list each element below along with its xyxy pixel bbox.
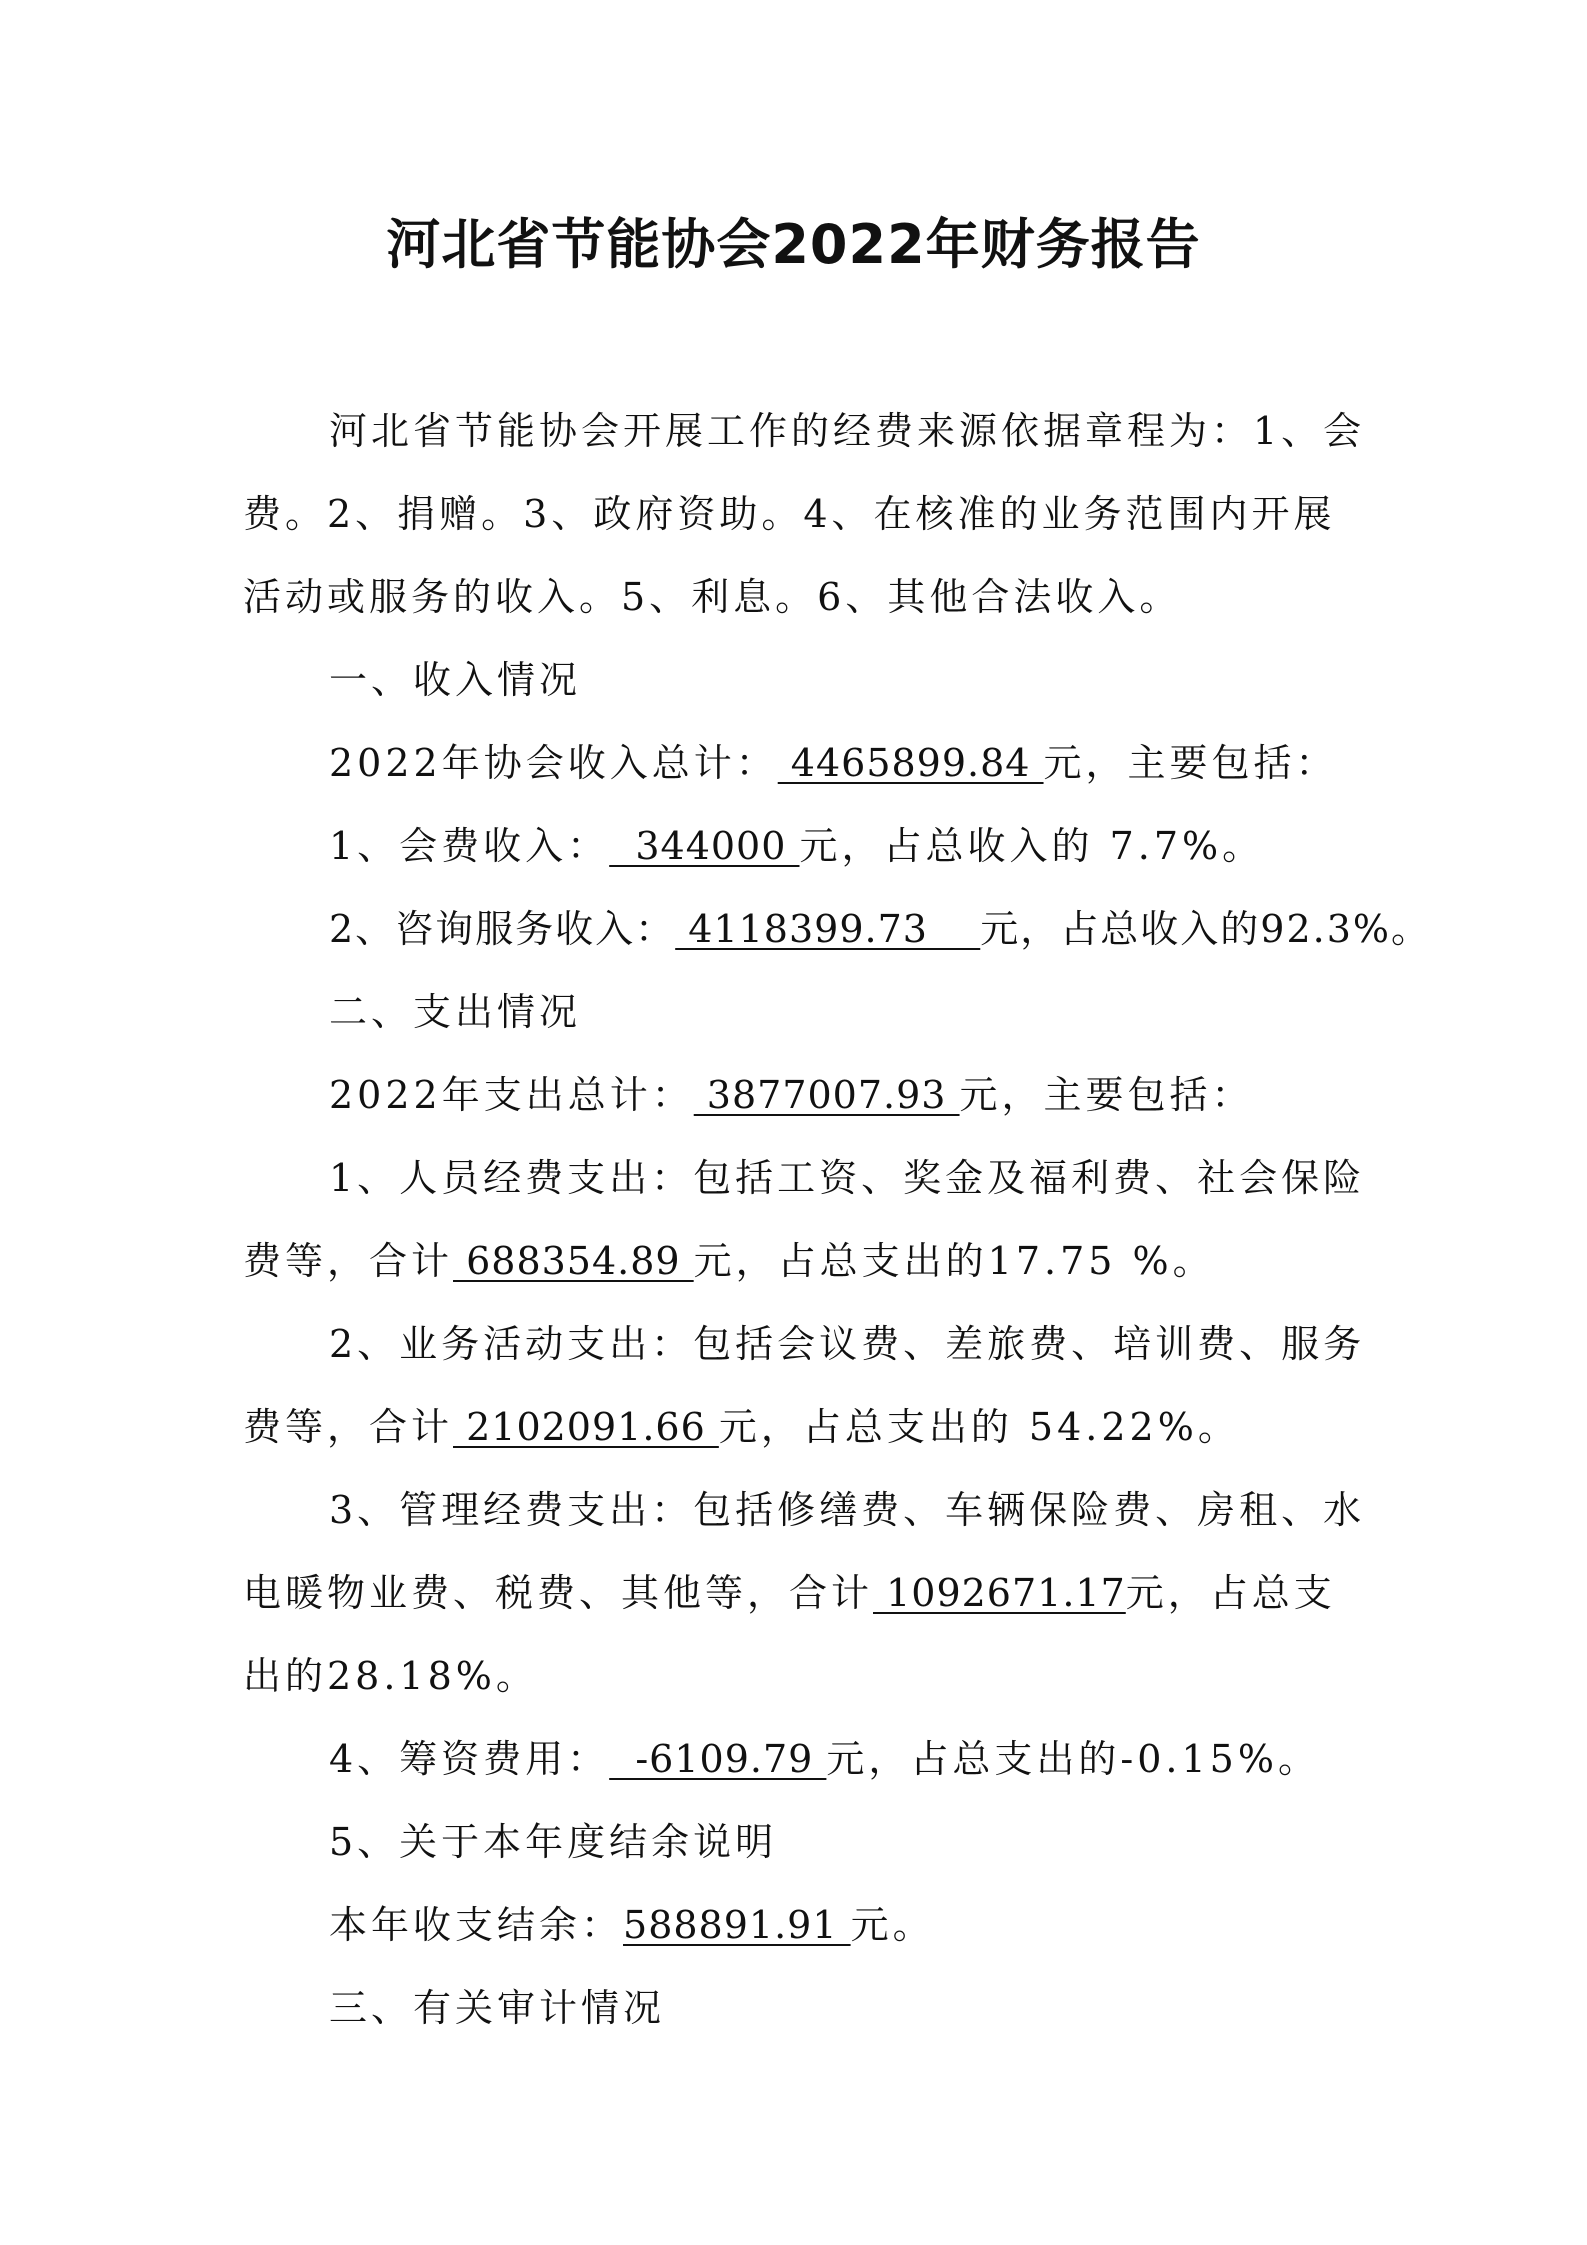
- personnel-suffix: 元，占总支出的17.75 %。: [693, 1239, 1215, 1283]
- income-item-membership: [243, 805, 1368, 888]
- balance-label: 本年收支结余：: [329, 1903, 624, 1947]
- expense-total-suffix: 元，主要包括：: [959, 1073, 1254, 1117]
- balance-suffix: 元。: [850, 1903, 935, 1947]
- business-value: 2102091.66: [453, 1405, 719, 1449]
- income-item-consulting: [243, 888, 1431, 971]
- expense-total-label: 2022年支出总计：: [329, 1073, 694, 1117]
- expense-heading: 二、支出情况: [329, 990, 582, 1034]
- income-heading: 一、收入情况: [329, 658, 582, 702]
- income-total-value: 4465899.84: [777, 741, 1044, 785]
- business-suffix: 元，占总支出的 54.22%。: [718, 1405, 1240, 1449]
- expense-total-value: 3877007.93: [693, 1073, 960, 1117]
- consulting-suffix: 元，占总收入的92.3%。: [980, 907, 1431, 951]
- income-total-line: [243, 722, 1368, 805]
- financing-suffix: 元，占总支出的-0.15%。: [826, 1737, 1320, 1781]
- intro-paragraph: 河北省节能协会开展工作的经费来源依据章程为：1、会费。2、捐赠。3、政府资助。4、在核准的业务范围内开展活动或服务的收入。5、利息。6、其他合法收入。: [243, 409, 1366, 619]
- balance-line: [243, 1884, 1368, 1967]
- consulting-label: 2、咨询服务收入：: [329, 907, 676, 951]
- business-text: 2、业务活动支出：包括会议费、差旅费、培训费、服务费等，合计: [243, 1322, 1366, 1449]
- expense-total-line: [243, 1054, 1368, 1137]
- balance-explanation-heading: 5、关于本年度结余说明: [329, 1820, 778, 1864]
- expense-item-personnel: [243, 1137, 1368, 1303]
- management-text: 3、管理经费支出：包括修缮费、车辆保险费、房租、水电暖物业费、税费、其他等，合计: [243, 1488, 1366, 1615]
- document-title: 河北省节能协会2022年财务报告: [386, 213, 1201, 276]
- expense-item-financing: [243, 1718, 1368, 1801]
- personnel-text: 1、人员经费支出：包括工资、奖金及福利费、社会保险费等，合计: [243, 1156, 1366, 1283]
- income-total-suffix: 元，主要包括：: [1043, 741, 1338, 785]
- financing-label: 4、筹资费用：: [329, 1737, 610, 1781]
- membership-value: 344000: [609, 824, 800, 868]
- personnel-value: 688354.89: [453, 1239, 694, 1283]
- management-value: 1092671.17: [873, 1571, 1126, 1615]
- membership-label: 1、会费收入：: [329, 824, 610, 868]
- consulting-value: 4118399.73: [675, 907, 981, 951]
- document-body: [243, 390, 1431, 2050]
- income-total-label: 2022年协会收入总计：: [329, 741, 778, 785]
- expense-item-management: [243, 1469, 1368, 1718]
- membership-suffix: 元，占总收入的 7.7%。: [799, 824, 1265, 868]
- audit-heading: 三、有关审计情况: [329, 1986, 666, 2030]
- financing-value: -6109.79: [609, 1737, 827, 1781]
- balance-value: 588891.91: [623, 1903, 851, 1947]
- management-suffix: 元，占总支出的28.18%。: [243, 1571, 1336, 1698]
- expense-item-business: [243, 1303, 1368, 1469]
